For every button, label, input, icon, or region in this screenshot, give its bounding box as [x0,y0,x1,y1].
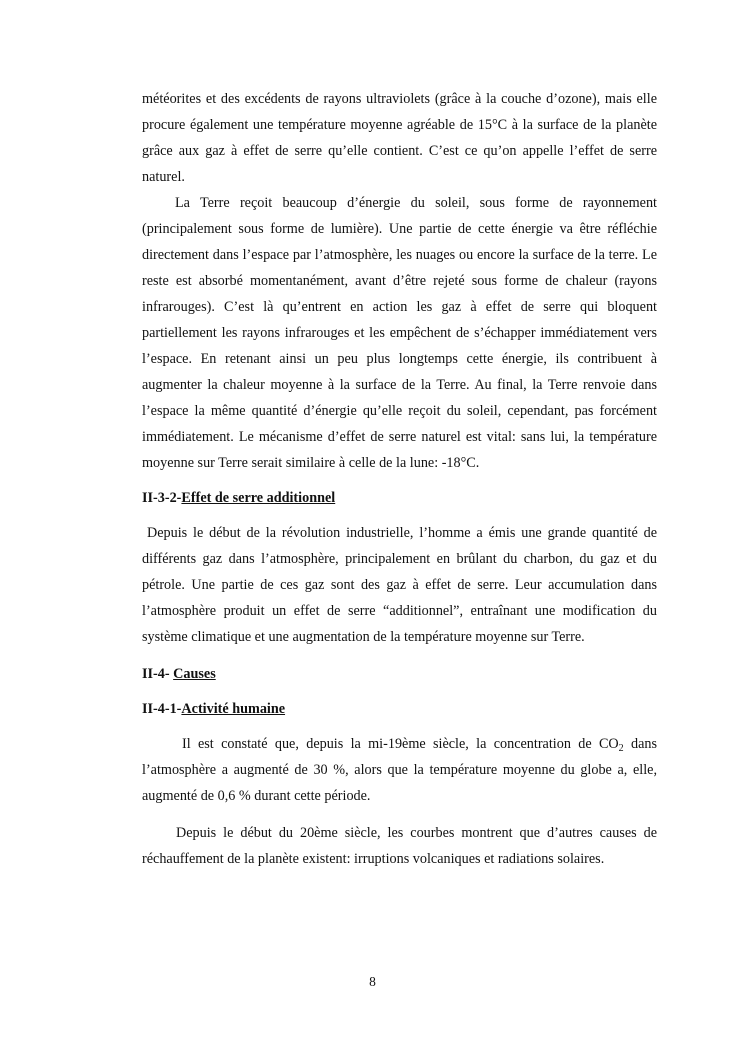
paragraph-earth-energy: La Terre reçoit beaucoup d’énergie du soleil, sous forme de rayonnement (principalement sous forme de lumière). Une partie de cette énergie va être réfléchie directement dans l’espace par l’atmosphère, les nuages ou encore la surface de la terre. Le reste est absorbé momentanément, avant d’être rejeté sous forme de chaleur (rayons infrarouges). C’est là qu’entrent en action les gaz à effet de serre qui bloquent partiellement les rayons infrarouges et les empêchent de s’échapper immédiatement vers l’espace. En retenant ainsi un peu plus longtemps cette énergie, ils contribuent à augmenter la chaleur moyenne à la surface de la Terre. Au final, la Terre renvoie dans l’espace la même quantité d’énergie qu’elle reçoit du soleil, cependant, pas forcément immédiatement. Le mécanisme d’effet de serre naturel est vital: sans lui, la température moyenne sur Terre serait similaire à celle de la lune: -18°C. [142,195,657,471]
heading-number: II-3-2- [142,490,182,506]
heading-number: II-4- [142,666,174,682]
heading-causes [142,661,657,687]
heading-title: Causes [173,666,216,682]
heading-additional-greenhouse [142,485,657,511]
subscript: 2 [618,743,624,754]
paragraph-other-causes: Depuis le début du 20ème siècle, les courbes montrent que d’autres causes de réchauffement de la planète existent: irruptions volcaniques et radiations solaires. [142,825,657,867]
paragraph-text: dans l’atmosphère a augmenté de 30 %, alors que la température moyenne du globe a, elle, augmenté de 0,6 % durant cette période. [142,736,657,804]
paragraph-industrial-revolution: Depuis le début de la révolution industrielle, l’homme a émis une grande quantité de différents gaz dans l’atmosphère, principalement en brûlant du charbon, du gaz et du pétrole. Une partie de ces gaz sont des gaz à effet de serre. Leur accumulation dans l’atmosphère produit un effet de serre “additionnel”, entraînant une modification du système climatique et une augmentation de la température moyenne sur Terre. [142,525,657,645]
document-body [142,86,657,872]
heading-title: Effet de serre additionnel [181,490,336,506]
heading-title: Activité humaine [181,701,286,717]
heading-number: II-4-1- [142,701,182,717]
page-number: 8 [369,974,376,989]
paragraph-co2-concentration [142,731,657,809]
heading-human-activity [142,696,657,722]
paragraph-greenhouse-natural-end: météorites et des excédents de rayons ultraviolets (grâce à la couche d’ozone), mais elle procure également une température moyenne agréable de 15°C à la surface de la planète grâce aux gaz à effet de serre qu’elle contient. C’est ce qu’on appelle l’effet de serre naturel. [142,91,657,185]
paragraph-text: Il est constaté que, depuis la mi-19ème siècle, la concentration de CO [182,736,619,752]
